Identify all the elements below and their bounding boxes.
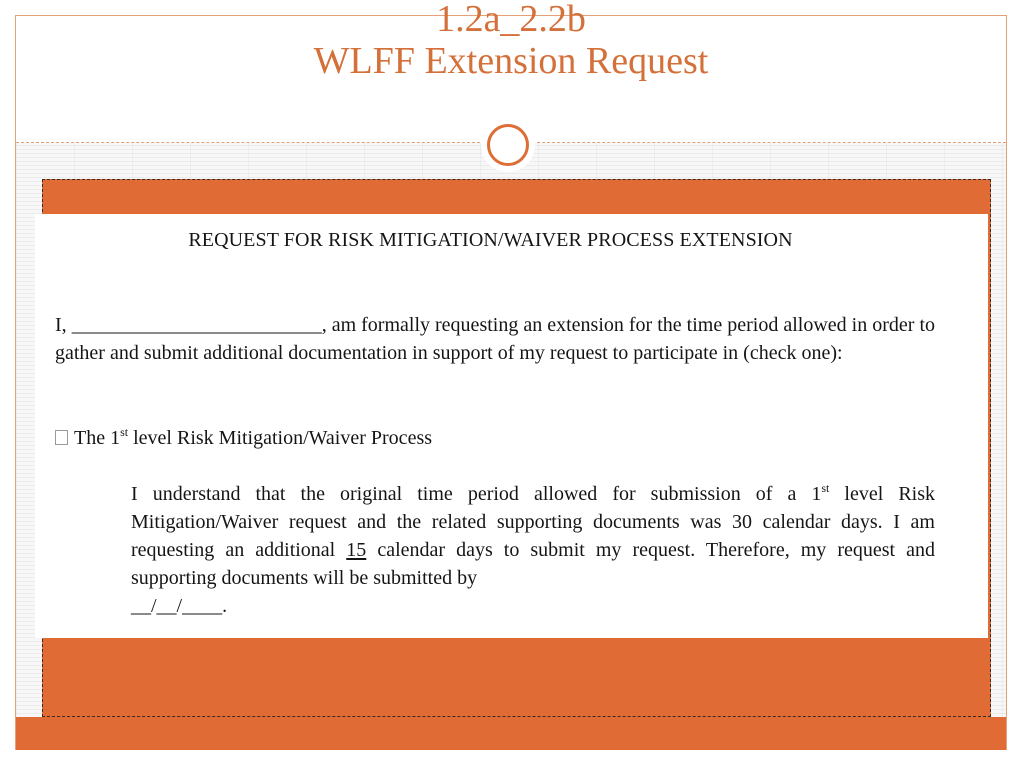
understand-part-1: I understand that the original time period allowed for submission of a 1 (131, 483, 822, 505)
request-paragraph (55, 311, 935, 367)
slide-title (16, 0, 1006, 82)
document-scan (35, 214, 988, 638)
circle-ornament-icon (483, 120, 533, 170)
ring-icon (487, 124, 529, 166)
date-blank: __/__/____. (131, 595, 228, 617)
additional-days-value: 15 (346, 539, 367, 561)
understand-superscript: st (821, 481, 830, 495)
slide-title-line-2: WLFF Extension Request (313, 40, 709, 82)
request-prefix: I, (55, 314, 72, 336)
option-prefix: The 1 (74, 427, 121, 449)
slide-title-line-1: 1.2a_2.2b (436, 0, 586, 40)
request-text: , am formally requesting an extension for the time period allowed in order to gather and submit additional documentation in support of my request to participate in (check one): (55, 314, 936, 364)
checkbox-empty-icon (55, 430, 68, 445)
understand-part-2: level Risk Mitigation/Waiver request and the related supporting documents was 30 calendar days. I am requesting an additional (131, 483, 936, 561)
understand-paragraph (131, 480, 935, 620)
bottom-accent-bar (16, 717, 1006, 750)
option-suffix: level Risk Mitigation/Waiver Process (128, 427, 433, 449)
option-superscript: st (120, 425, 129, 439)
name-blank: _________________________ (71, 314, 322, 336)
document-heading: REQUEST FOR RISK MITIGATION/WAIVER PROCESS EXTENSION (188, 229, 793, 251)
understand-part-3: calendar days to submit my request. Therefore, my request and supporting documents will be submitted by (131, 539, 936, 589)
checkbox-option (55, 424, 935, 452)
